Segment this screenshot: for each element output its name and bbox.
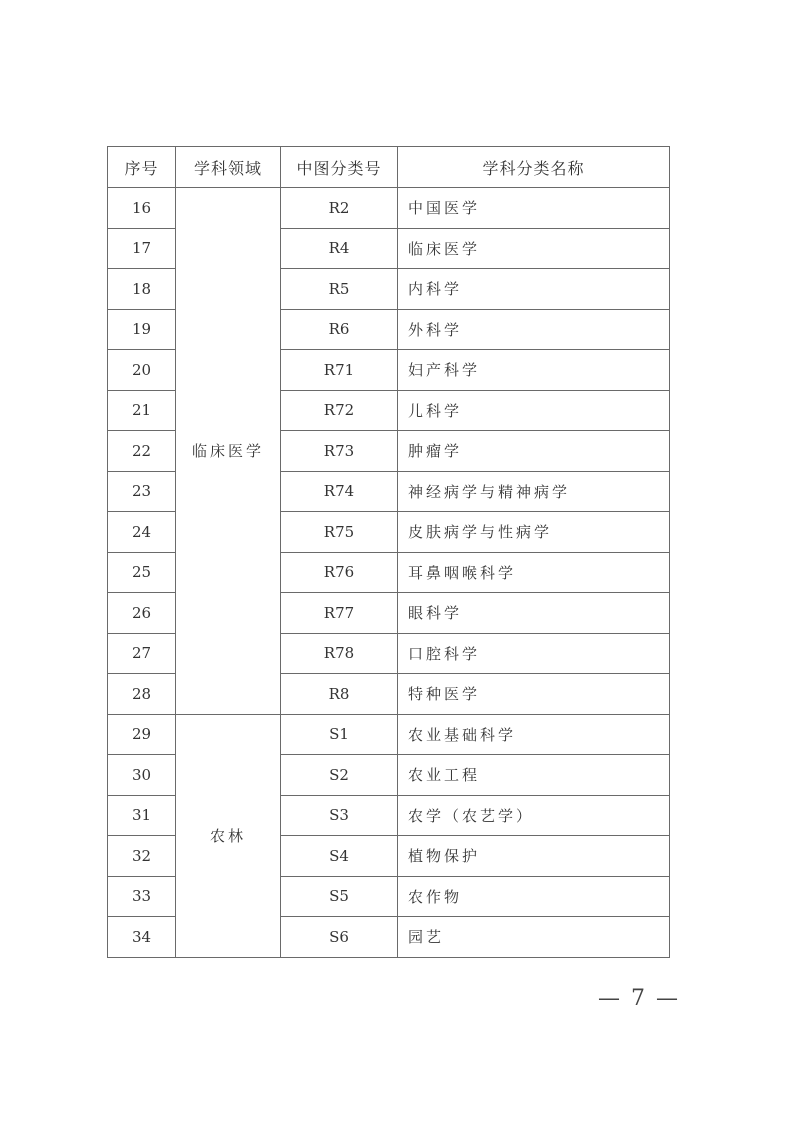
row-seq: 27 bbox=[108, 633, 176, 674]
row-code: R2 bbox=[281, 188, 398, 229]
row-seq: 29 bbox=[108, 714, 176, 755]
row-code: R4 bbox=[281, 228, 398, 269]
row-seq: 34 bbox=[108, 917, 176, 958]
row-seq: 22 bbox=[108, 431, 176, 472]
table-body bbox=[108, 188, 670, 958]
row-seq: 24 bbox=[108, 512, 176, 553]
row-field: 农林 bbox=[176, 714, 281, 957]
row-seq: 26 bbox=[108, 593, 176, 634]
row-seq: 33 bbox=[108, 876, 176, 917]
row-name: 中国医学 bbox=[398, 188, 670, 229]
row-code: R77 bbox=[281, 593, 398, 634]
row-code: S5 bbox=[281, 876, 398, 917]
row-code: R5 bbox=[281, 269, 398, 310]
row-name: 农业基础科学 bbox=[398, 714, 670, 755]
header-name: 学科分类名称 bbox=[398, 147, 670, 188]
row-name: 儿科学 bbox=[398, 390, 670, 431]
row-seq: 21 bbox=[108, 390, 176, 431]
row-code: S1 bbox=[281, 714, 398, 755]
row-code: S4 bbox=[281, 836, 398, 877]
row-code: R73 bbox=[281, 431, 398, 472]
row-name: 皮肤病学与性病学 bbox=[398, 512, 670, 553]
row-code: R6 bbox=[281, 309, 398, 350]
row-name: 植物保护 bbox=[398, 836, 670, 877]
row-name: 特种医学 bbox=[398, 674, 670, 715]
discipline-classification-table bbox=[107, 146, 670, 958]
row-name: 农学（农艺学） bbox=[398, 795, 670, 836]
row-seq: 28 bbox=[108, 674, 176, 715]
table-header-row bbox=[108, 147, 670, 188]
row-seq: 17 bbox=[108, 228, 176, 269]
row-name: 肿瘤学 bbox=[398, 431, 670, 472]
row-name: 外科学 bbox=[398, 309, 670, 350]
row-code: R8 bbox=[281, 674, 398, 715]
row-field: 临床医学 bbox=[176, 188, 281, 715]
row-seq: 32 bbox=[108, 836, 176, 877]
row-code: S3 bbox=[281, 795, 398, 836]
row-name: 眼科学 bbox=[398, 593, 670, 634]
row-code: S6 bbox=[281, 917, 398, 958]
row-name: 口腔科学 bbox=[398, 633, 670, 674]
row-seq: 20 bbox=[108, 350, 176, 391]
row-seq: 23 bbox=[108, 471, 176, 512]
row-seq: 16 bbox=[108, 188, 176, 229]
header-code: 中图分类号 bbox=[281, 147, 398, 188]
row-name: 耳鼻咽喉科学 bbox=[398, 552, 670, 593]
row-seq: 18 bbox=[108, 269, 176, 310]
row-name: 农业工程 bbox=[398, 755, 670, 796]
header-seq: 序号 bbox=[108, 147, 176, 188]
row-seq: 19 bbox=[108, 309, 176, 350]
row-code: R72 bbox=[281, 390, 398, 431]
row-seq: 25 bbox=[108, 552, 176, 593]
row-name: 内科学 bbox=[398, 269, 670, 310]
row-seq: 30 bbox=[108, 755, 176, 796]
row-code: R76 bbox=[281, 552, 398, 593]
row-code: R75 bbox=[281, 512, 398, 553]
row-code: R74 bbox=[281, 471, 398, 512]
page-number: — 7 — bbox=[598, 986, 680, 1011]
header-field: 学科领域 bbox=[176, 147, 281, 188]
row-code: R78 bbox=[281, 633, 398, 674]
row-seq: 31 bbox=[108, 795, 176, 836]
row-code: R71 bbox=[281, 350, 398, 391]
table-row bbox=[108, 188, 670, 229]
row-name: 神经病学与精神病学 bbox=[398, 471, 670, 512]
row-code: S2 bbox=[281, 755, 398, 796]
row-name: 临床医学 bbox=[398, 228, 670, 269]
row-name: 农作物 bbox=[398, 876, 670, 917]
row-name: 园艺 bbox=[398, 917, 670, 958]
table-row bbox=[108, 714, 670, 755]
row-name: 妇产科学 bbox=[398, 350, 670, 391]
